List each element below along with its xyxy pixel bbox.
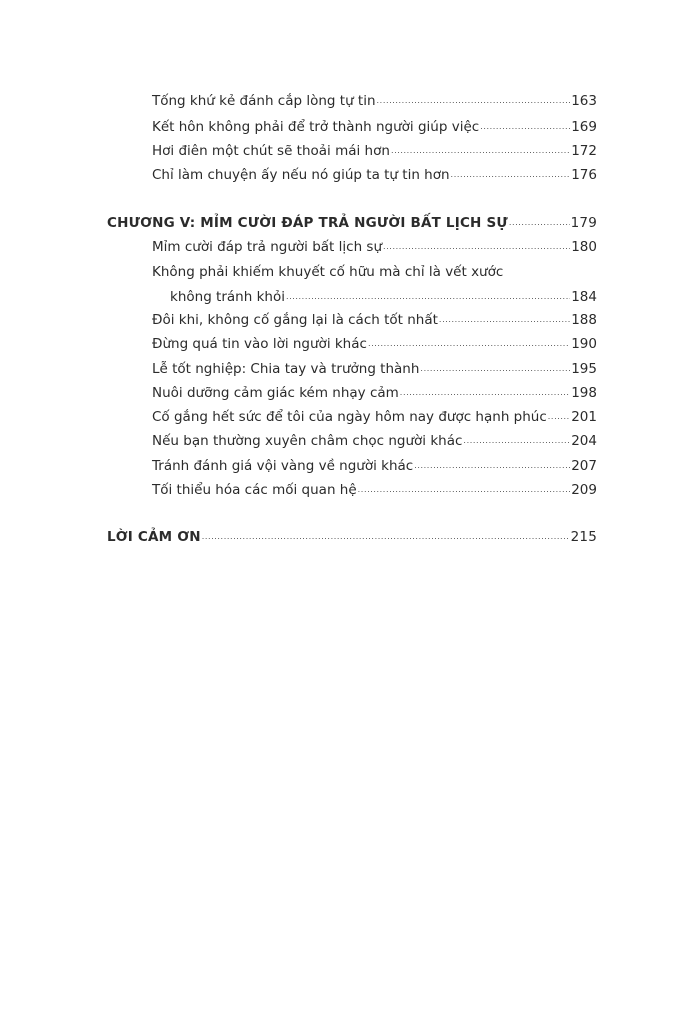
toc-entry-title-line2: không tránh khỏi	[170, 289, 285, 305]
toc-entry-page: 209	[571, 482, 597, 498]
toc-entry-page: 169	[571, 119, 597, 135]
toc-entry-page: 176	[571, 167, 597, 183]
toc-entry-page: 188	[571, 312, 597, 328]
dot-leader	[383, 241, 570, 253]
toc-entry-title: Tối thiểu hóa các mối quan hệ	[152, 482, 357, 498]
toc-entry-page: 198	[571, 385, 597, 401]
dot-leader	[509, 217, 570, 229]
dot-leader	[391, 145, 570, 157]
dot-leader	[400, 387, 570, 399]
toc-entry	[152, 138, 597, 160]
toc-entry-page: 163	[571, 93, 597, 109]
chapter-title: CHƯƠNG V: MỈM CƯỜI ĐÁP TRẢ NGƯỜI BẤT LỊCH SỰ	[107, 215, 508, 231]
dot-leader	[439, 314, 570, 326]
toc-entry	[152, 88, 597, 110]
dot-leader	[480, 121, 570, 133]
acknowledgements-page: 215	[570, 529, 597, 545]
dot-leader	[548, 411, 570, 423]
toc-entry	[152, 114, 597, 136]
toc-entry-title-line1: Không phải khiếm khuyết cố hữu mà chỉ là vết xước	[152, 264, 504, 280]
toc-entry	[152, 356, 597, 378]
toc-entry	[152, 453, 597, 475]
toc-entry-title: Mỉm cười đáp trả người bất lịch sự	[152, 239, 383, 255]
toc-entry-title: Chỉ làm chuyện ấy nếu nó giúp ta tự tin hơn	[152, 167, 450, 183]
toc-entry-page: 184	[571, 289, 597, 305]
toc-entry-title: Cố gắng hết sức để tôi của ngày hôm nay được hạnh phúc	[152, 409, 547, 425]
toc-entry	[152, 428, 597, 450]
toc-entry-title: Hơi điên một chút sẽ thoải mái hơn	[152, 143, 390, 159]
dot-leader	[358, 484, 571, 496]
toc-entry-title: Kết hôn không phải để trở thành người giúp việc	[152, 119, 480, 135]
acknowledgements-title: LỜI CẢM ƠN	[107, 529, 201, 545]
toc-entry-title: Đừng quá tin vào lời người khác	[152, 336, 367, 352]
toc-entry-title: Tránh đánh giá vội vàng về người khác	[152, 458, 414, 474]
toc-entry	[152, 380, 597, 402]
toc-entry	[152, 307, 597, 329]
toc-entry-page: 201	[571, 409, 597, 425]
toc-entry-title: Lễ tốt nghiệp: Chia tay và trưởng thành	[152, 361, 420, 377]
dot-leader	[463, 435, 570, 447]
toc-entry	[152, 404, 597, 426]
dot-leader	[377, 95, 571, 107]
dot-leader	[414, 460, 570, 472]
toc-entry-title: Tống khứ kẻ đánh cắp lòng tự tin	[152, 93, 376, 109]
toc-entry-title: Nếu bạn thường xuyên châm chọc người khác	[152, 433, 463, 449]
dot-leader	[451, 169, 571, 181]
toc-entry-page: 190	[571, 336, 597, 352]
toc-entry-title: Đôi khi, không cố gắng lại là cách tốt nhất	[152, 312, 438, 328]
toc-entry	[152, 162, 597, 184]
toc-entry-page: 207	[571, 458, 597, 474]
chapter-heading	[107, 210, 597, 232]
dot-leader	[286, 291, 570, 303]
toc-entry	[152, 477, 597, 499]
chapter-page: 179	[570, 215, 597, 231]
toc-entry-page: 204	[571, 433, 597, 449]
toc-entry	[152, 234, 597, 256]
toc-entry-page: 195	[571, 361, 597, 377]
dot-leader	[368, 338, 570, 350]
dot-leader	[420, 363, 570, 375]
toc-entry-title: Nuôi dưỡng cảm giác kém nhạy cảm	[152, 385, 399, 401]
toc-entry	[170, 284, 597, 306]
toc-entry-page: 172	[571, 143, 597, 159]
toc-entry	[152, 331, 597, 353]
dot-leader	[202, 531, 570, 543]
toc-entry-page: 180	[571, 239, 597, 255]
acknowledgements-entry	[107, 524, 597, 546]
